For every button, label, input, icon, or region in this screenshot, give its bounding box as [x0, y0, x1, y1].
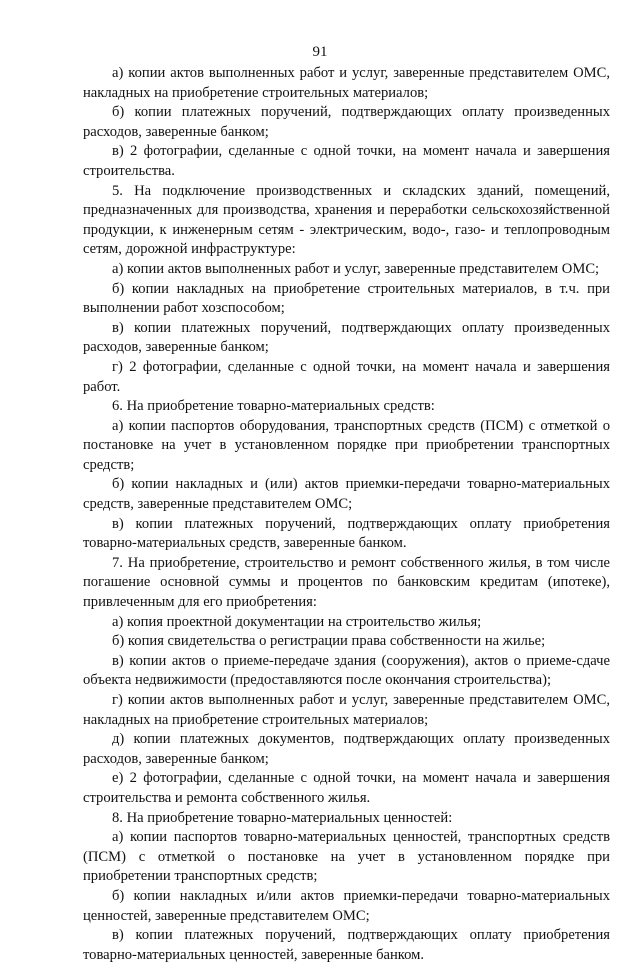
- paragraph: б) копии накладных на приобретение строительных материалов, в т.ч. при выполнении работ хозспособом;: [83, 280, 610, 317]
- paragraph: в) копии платежных поручений, подтверждающих оплату приобретения товарно-материальных средств, заверенные банком.: [83, 515, 610, 552]
- paragraph: а) копии актов выполненных работ и услуг, заверенные представителем ОМС, накладных на приобретение строительных материалов;: [83, 65, 610, 101]
- paragraph: в) копии платежных поручений, подтверждающих оплату произведенных расходов, заверенные банком;: [83, 319, 610, 356]
- paragraph: в) копии платежных поручений, подтверждающих оплату приобретения товарно-материальных ценностей, заверенные банком.: [83, 927, 610, 963]
- paragraph: д) копии платежных документов, подтверждающих оплату произведенных расходов, заверенные банком;: [83, 731, 610, 767]
- section-heading-5: 5. На подключение производственных и складских зданий, помещений, предназначенных для производства, хранения и переработки сельскохозяйственной продукции, к инженерным сетям - электрическим, водо-, газо- и теплопроводным сетям, дорожной инфраструктуре:: [83, 182, 610, 258]
- paragraph: а) копия проектной документации на строительство жилья;: [112, 613, 482, 630]
- paragraph: г) копии актов выполненных работ и услуг, заверенные представителем ОМС, накладных на приобретение строительных материалов;: [83, 692, 610, 728]
- paragraph: б) копии накладных и/или актов приемки-передачи товарно-материальных ценностей, заверенные представителем ОМС;: [83, 887, 610, 924]
- section-heading-8: 8. На приобретение товарно-материальных ценностей:: [112, 809, 453, 826]
- paragraph: е) 2 фотографии, сделанные с одной точки, на момент начала и завершения строительства и ремонта собственного жилья.: [83, 770, 610, 806]
- paragraph: а) копии паспортов оборудования, транспортных средств (ПСМ) с отметкой о постановке на учет в установленном порядке при приобретении транспортных средств;: [83, 417, 610, 473]
- paragraph: б) копия свидетельства о регистрации права собственности на жилье;: [112, 633, 546, 650]
- paragraph: в) копии актов о приеме-передаче здания (сооружения), актов о приеме-сдаче объекта недвижимости (предоставляются после окончания строительства);: [83, 652, 610, 689]
- section-heading-6: 6. На приобретение товарно-материальных средств:: [112, 398, 435, 415]
- paragraph: б) копии накладных и (или) актов приемки-передачи товарно-материальных средств, заверенные представителем ОМС;: [83, 476, 610, 513]
- section-heading-7: 7. На приобретение, строительство и ремонт собственного жилья, в том числе погашение основной суммы и процентов по банковским кредитам (ипотеке), привлеченным для его приобретения:: [83, 554, 610, 611]
- paragraph: г) 2 фотографии, сделанные с одной точки, на момент начала и завершения работ.: [83, 358, 610, 395]
- document-body: [83, 64, 610, 965]
- page-number: 91: [312, 44, 328, 60]
- paragraph: а) копии актов выполненных работ и услуг, заверенные представителем ОМС;: [112, 260, 600, 277]
- paragraph: б) копии платежных поручений, подтверждающих оплату произведенных расходов, заверенные банком;: [83, 104, 610, 140]
- paragraph: в) 2 фотографии, сделанные с одной точки, на момент начала и завершения строительства.: [83, 143, 610, 179]
- paragraph: а) копии паспортов товарно-материальных ценностей, транспортных средств (ПСМ) с отметкой о постановке на учет в установленном порядке при приобретении транспортных средств;: [83, 829, 610, 885]
